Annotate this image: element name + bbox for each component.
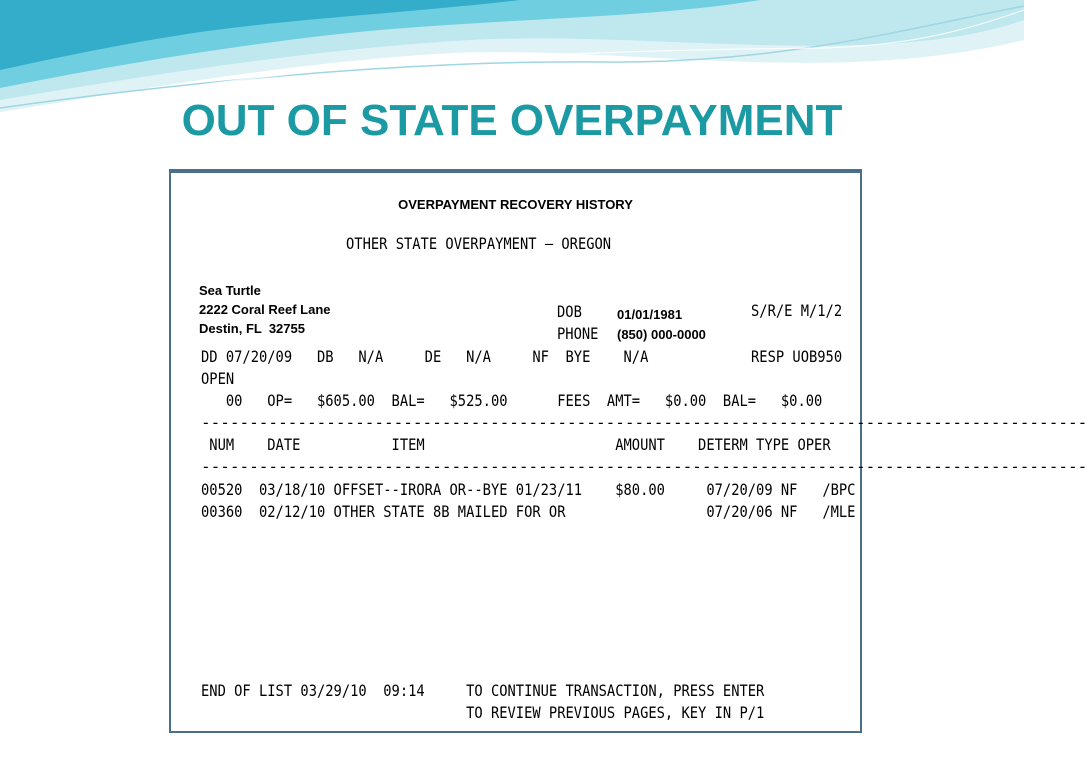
resp-code: RESP UOB950 [751,347,843,366]
table-row: 00520 03/18/10 OFFSET--IRORA OR--BYE 01/23/11 $80.00 07/20/09 NF /BPC [201,480,856,499]
table-row: 00360 02/12/10 OTHER STATE 8B MAILED FOR OR 07/20/06 NF /MLE [201,502,856,521]
open-status: OPEN [201,369,235,388]
divider-top: -------------------------------------------------------------------------------------------- [201,413,1087,432]
claimant-street: 2222 Coral Reef Lane [199,302,331,317]
dob-label: DOB [557,302,582,321]
claimant-city: Destin, FL 32755 [199,321,305,336]
divider-bottom: -------------------------------------------------------------------------------------------- [201,457,1087,476]
mainframe-screen [169,169,1087,733]
footer-line-1: END OF LIST 03/29/10 09:14 TO CONTINUE TRANSACTION, PRESS ENTER [201,681,765,700]
phone-value: (850) 000-0000 [614,325,709,344]
table-header-row: NUM DATE ITEM AMOUNT DETERM TYPE OPER [201,435,831,454]
sre-code: S/R/E M/1/2 [751,301,843,320]
balance-line: 00 OP= $605.00 BAL= $525.00 FEES AMT= $0.00 BAL= $0.00 [201,391,823,410]
footer-line-2: TO REVIEW PREVIOUS PAGES, KEY IN P/1 [201,703,765,722]
dd-line: DD 07/20/09 DB N/A DE N/A NF BYE N/A [201,347,649,366]
history-heading: OVERPAYMENT RECOVERY HISTORY [398,197,633,212]
slide-title: OUT OF STATE OVERPAYMENT [181,96,843,145]
dob-value: 01/01/1981 [614,305,685,324]
phone-label: PHONE [557,324,599,343]
claimant-name: Sea Turtle [199,283,261,298]
screen-subheading: OTHER STATE OVERPAYMENT – OREGON [346,234,612,253]
